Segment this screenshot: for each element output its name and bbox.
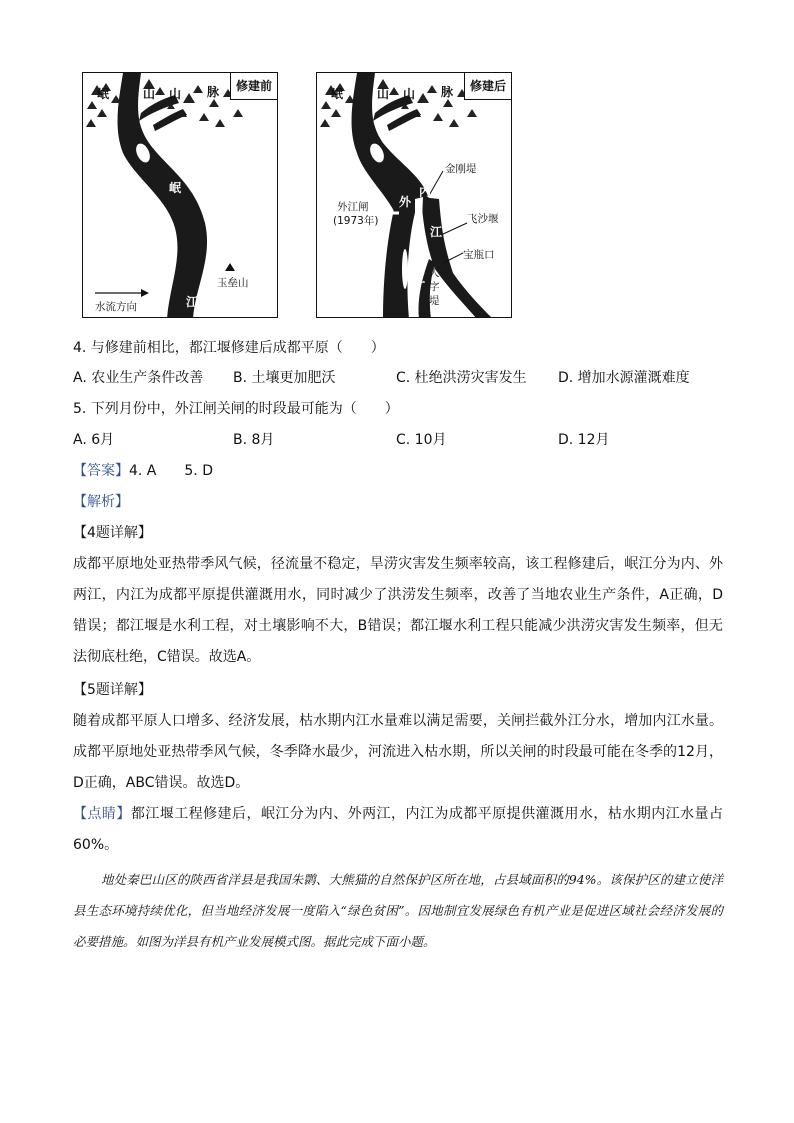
detail-4-text: 成都平原地处亚热带季风气候，径流量不稳定，旱涝灾害发生频率较高，该工程修建后，岷江分为内、外两江，内江为成都平原提供灌溉用水，同时减少了洪涝发生频率，改善了当地农业生产条件，A正确，D错误；都江堰是水利工程，对土壤影响不大，B错误；都江堰水利工程只能减少洪涝灾害发生频率，但无法彻底杜绝，C错误。故选A。: [73, 556, 723, 665]
q5-option-b: B. 8月: [233, 432, 275, 448]
map-before: [82, 72, 278, 318]
map-before-title: 修建前: [230, 73, 277, 100]
analysis-label: 【解析】: [73, 494, 129, 510]
after-mountain-label-1: 岷: [331, 87, 344, 101]
feishayan-label: 飞沙堰: [467, 213, 499, 225]
nei-label: 内: [419, 185, 432, 199]
mount-yulei-label: 玉垒山: [217, 277, 249, 289]
jingang-dike-label: 金刚堤: [445, 163, 477, 175]
after-mountain-label-2: 山: [377, 87, 390, 101]
mountain-label-4: 脉: [207, 85, 220, 99]
dianjing-label: 【点睛】: [73, 806, 131, 822]
q4-option-c: C. 杜绝洪涝灾害发生: [396, 370, 527, 386]
waijiang-gate-label: 外江闸: [337, 201, 369, 213]
baopingkou-label: 宝瓶口: [463, 249, 495, 261]
q4-option-d: D. 增加水源灌溉难度: [558, 370, 690, 386]
mountain-label-1: 岷: [97, 87, 110, 101]
answer-label: 【答案】: [73, 463, 129, 479]
map-after-title: 修建后: [464, 73, 511, 100]
q4-option-b: B. 土壤更加肥沃: [233, 370, 336, 386]
renzi-dike-1: 人: [429, 267, 440, 279]
renzi-dike-2: 字: [429, 281, 440, 293]
q5-option-d: D. 12月: [558, 432, 610, 448]
inner-jiang-label: 江: [430, 225, 443, 239]
renzi-dike-3: 堤: [429, 295, 440, 307]
waijiang-gate-year: (1973年): [333, 215, 379, 227]
mountain-label-2: 山: [143, 87, 156, 101]
detail-5-label: 【5题详解】: [73, 682, 152, 698]
answer-line: [73, 461, 213, 481]
river-label-jiang: 江: [186, 295, 199, 309]
mountain-label-3: 山: [169, 87, 182, 101]
question-5-stem: 5. 下列月份中，外江闸关闸的时段最可能为（ ）: [73, 401, 399, 417]
river-label-min: 岷: [169, 181, 182, 195]
after-mountain-label-4: 脉: [441, 85, 454, 99]
detail-4-label: 【4题详解】: [73, 525, 152, 541]
q5-option-c: C. 10月: [396, 432, 447, 448]
detail-5-text: 随着成都平原人口增多、经济发展，枯水期内江水量难以满足需要，关闸拦截外江分水，增加内江水量。成都平原地处亚热带季风气候，冬季降水最少，河流进入枯水期，所以关闸的时段最可能在冬季的12月，D正确，ABC错误。故选D。: [73, 713, 723, 791]
dianjing-text: 都江堰工程修建后，岷江分为内、外两江，内江为成都平原提供灌溉用水，枯水期内江水量占60%。: [73, 806, 724, 853]
next-question-material: 地处秦巴山区的陕西省洋县是我国朱鹮、大熊猫的自然保护区所在地，占县域面积的94%。该保护区的建立使洋县生态环境持续优化，但当地经济发展一度陷入“绿色贫困”。因地制宜发展绿色有机产业是促进区域社会经济发展的必要措施。如图为洋县有机产业发展模式图。据此完成下面小题。: [73, 872, 723, 949]
question-4-stem: 4. 与修建前相比，都江堰修建后成都平原（ ）: [73, 340, 385, 356]
flow-direction-label: 水流方向: [95, 301, 137, 313]
outer-jiang-label: 江: [413, 271, 426, 285]
after-mountain-label-3: 山: [403, 87, 416, 101]
q5-option-a: A. 6月: [73, 432, 115, 448]
answer-text: 4. A 5. D: [129, 463, 213, 479]
q4-option-a: A. 农业生产条件改善: [73, 370, 204, 386]
map-after: [316, 72, 512, 318]
wai-label: 外: [399, 195, 412, 209]
dianjing-block: [73, 799, 723, 861]
